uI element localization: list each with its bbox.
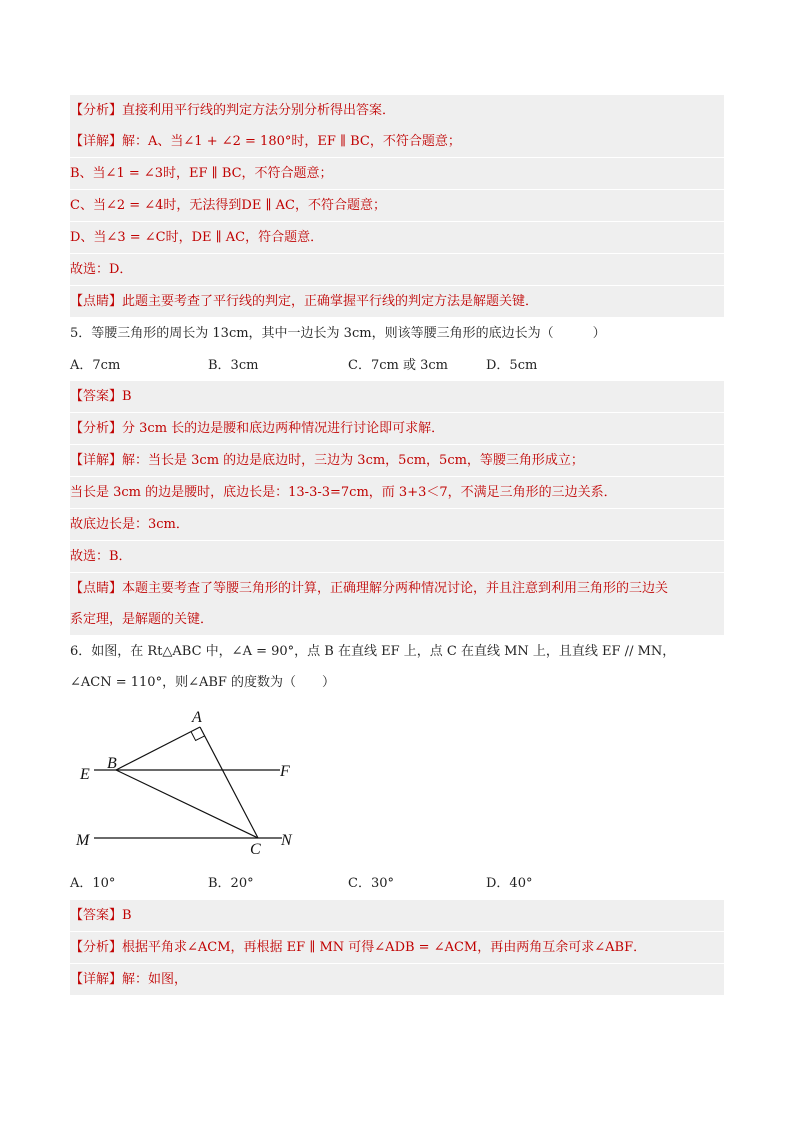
label-b: B: [107, 755, 117, 772]
analysis-tag: 【分析】: [70, 421, 123, 436]
q5-answer: [70, 381, 724, 412]
q4-detail-4: D、当∠3 = ∠C时，DE ∥ AC，符合题意．: [70, 222, 724, 253]
q6-option-d: D．40°: [486, 876, 533, 891]
answer-text: B: [122, 389, 132, 404]
side-ac: [200, 727, 258, 838]
q5-option-b: B．3cm: [208, 358, 259, 373]
answer-tag: 【答案】: [70, 908, 123, 923]
q6-analysis: [70, 932, 724, 963]
q6-option-a: A．10°: [70, 876, 116, 891]
q4-choose: 故选：D．: [70, 254, 724, 285]
analysis-tag: 【分析】: [70, 103, 123, 118]
q5-analysis: [70, 413, 724, 444]
detail-tag: 【详解】: [70, 972, 123, 987]
label-e: E: [80, 766, 90, 783]
answer-tag: 【答案】: [70, 389, 123, 404]
detail-tag: 【详解】: [70, 134, 123, 149]
q4-comment: [70, 286, 724, 317]
side-bc: [116, 770, 258, 838]
geometry-figure: [70, 707, 310, 857]
q6-option-b: B．20°: [208, 876, 254, 891]
label-a: A: [192, 709, 202, 726]
q4-detail-3: C、当∠2 = ∠4时，无法得到DE ∥ AC，不符合题意；: [70, 190, 724, 221]
side-ab: [116, 727, 200, 770]
q4-detail-2: B、当∠1 = ∠3时，EF ∥ BC，不符合题意；: [70, 158, 724, 189]
analysis-text: 根据平角求∠ACM，再根据 EF ∥ MN 可得∠ADB = ∠ACM，再由两角互余可求∠ABF．: [122, 940, 647, 955]
detail-text: 解：A、当∠1 + ∠2 = 180°时，EF ∥ BC，不符合题意；: [122, 134, 461, 149]
q5-option-d: D．5cm: [486, 358, 538, 373]
q5-option-c: C．7cm 或 3cm: [348, 358, 448, 373]
comment-tag: 【点睛】: [70, 294, 123, 309]
comment-text: 本题主要考查了等腰三角形的计算，正确理解分两种情况讨论，并且注意到利用三角形的三边关: [122, 581, 669, 596]
detail-text: 解：当长是 3cm 的边是底边时，三边为 3cm，5cm，5cm，等腰三角形成立；: [122, 453, 584, 468]
label-f: F: [280, 763, 290, 780]
analysis-text: 分 3cm 长的边是腰和底边两种情况进行讨论即可求解．: [122, 421, 445, 436]
label-m: M: [76, 832, 90, 849]
q6-option-c: C．30°: [348, 876, 394, 891]
q4-detail-1: [70, 126, 724, 157]
q5-option-a: A．7cm: [70, 358, 121, 373]
q5-comment-1: [70, 573, 724, 604]
analysis-text: 直接利用平行线的判定方法分别分析得出答案．: [122, 103, 396, 118]
detail-text: 解：如图，: [122, 972, 188, 987]
analysis-tag: 【分析】: [70, 940, 123, 955]
comment-tag: 【点睛】: [70, 581, 123, 596]
detail-tag: 【详解】: [70, 453, 123, 468]
q5-detail-2: 当长是 3cm 的边是腰时，底边长是：13-3-3=7cm，而 3+3＜7，不满足三角形的三边关系．: [70, 477, 724, 508]
comment-text: 此题主要考查了平行线的判定，正确掌握平行线的判定方法是解题关键．: [122, 294, 539, 309]
q5-stem: 5．等腰三角形的周长为 13cm，其中一边长为 3cm，则该等腰三角形的底边长为（ ）: [70, 326, 606, 341]
q6-stem-1: 6．如图，在 Rt△ABC 中，∠A = 90°，点 B 在直线 EF 上，点 C 在直线 MN 上，且直线 EF // MN，: [70, 644, 676, 659]
q5-detail-1: [70, 445, 724, 476]
q6-detail: [70, 964, 724, 995]
label-c: C: [250, 841, 261, 857]
label-n: N: [281, 832, 292, 849]
q6-stem-2: ∠ACN = 110°，则∠ABF 的度数为（ ）: [70, 675, 336, 690]
q5-choose: 故选：B．: [70, 541, 724, 572]
q4-analysis: [70, 95, 724, 126]
answer-text: B: [122, 908, 132, 923]
q6-answer: [70, 900, 724, 931]
q5-comment-2: 系定理，是解题的关键．: [70, 604, 724, 635]
q5-detail-3: 故底边长是：3cm．: [70, 509, 724, 540]
